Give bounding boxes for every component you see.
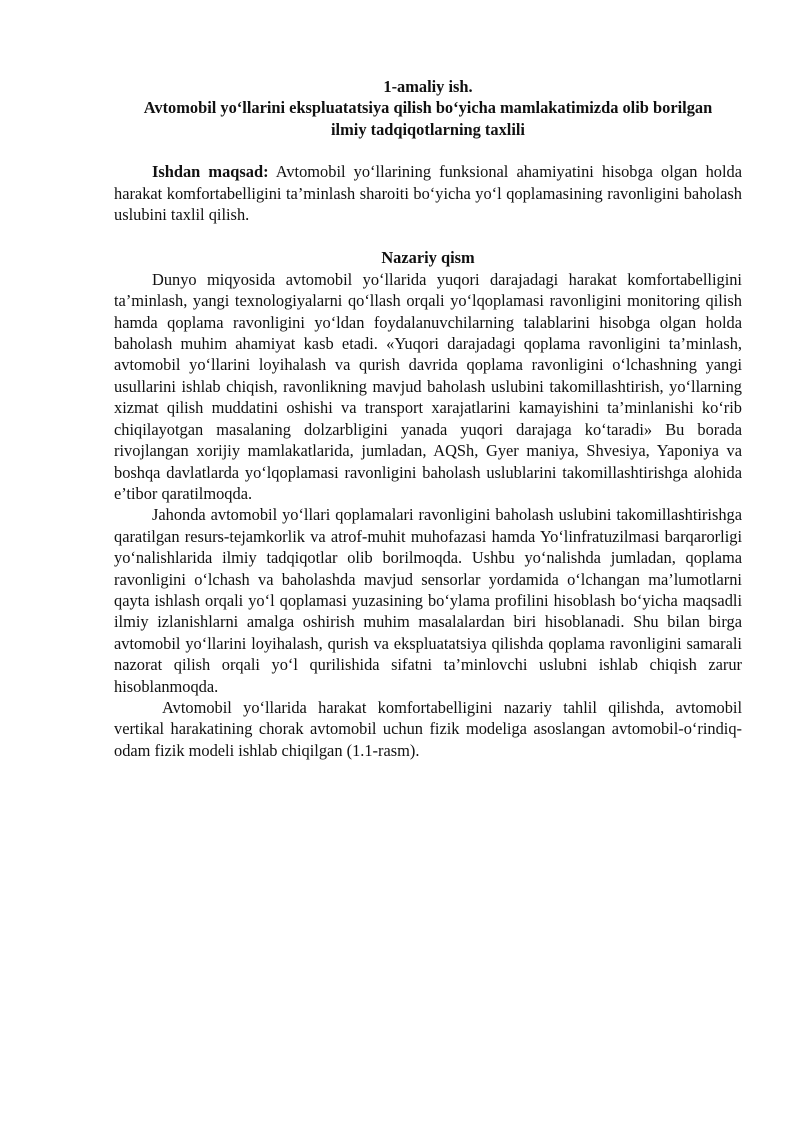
document-title-block (114, 76, 742, 140)
section-title: Nazariy qism (381, 248, 475, 268)
goal-paragraph (114, 161, 742, 225)
body-paragraph-2: Jahonda avtomobil yo‘llari qoplamalari ravonligini baholash uslubini takomillashtirishga qaratilgan resurs-tejamkorlik va atrof-muhit muhofazasi hamda Yo‘linfratuzilmasi barqarorligi yo‘nalishlarida ilmiy tadqiqotlar olib borilmoqda. Ushbu yo‘nalishda jumladan, qoplama ravonligini o‘lchash va baholashda mavjud sensorlar yordamida o‘lchangan ma’lumotlarni qayta ishlash orqali yo‘l qoplamasi yuzasining bo‘ylama profilini hisoblash bo‘yicha maqsadli ilmiy izlanishlarni amalga oshirish muhim masalalardan biri hisoblanadi. Shu bilan birga avtomobil yo‘llarini loyihalash, qurish va ekspluatatsiya qilishda qoplama ravonligini samarali nazorat qilish orqali yo‘l qurilishida sifatni ta’minlovchi uslubni ishlab chiqish zarur hisoblanmoqda. (114, 505, 742, 696)
goal-text: Avtomobil yo‘llarining funksional ahamiyatini hisobga olgan holda harakat komfortabelligini ta’minlash sharoiti bo‘yicha yo‘l qoplamasining ravonligini baholash uslubini taxlil qilish. (114, 162, 742, 225)
document-subtitle: Avtomobil yo‘llarini ekspluatatsiya qilish bo‘yicha mamlakatimizda olib borilgan ilmiy tadqiqotlarning taxlili (143, 98, 713, 139)
body-paragraph-1: Dunyo miqyosida avtomobil yo‘llarida yuqori darajadagi harakat komfortabelligini ta’minlash, yangi texnologiyalarni qo‘llash orqali yo‘lqoplamasi ravonligini monitoring qilish hamda qoplama ravonligini yo‘ldan foydalanuvchilarning talablarini hisobga olgan holda baholash muhim ahamiyat kasb etadi. «Yuqori darajadagi qoplama ravonligini ta’minlash, avtomobil yo‘llarini loyihalash va qurish davrida qoplama ravonligini o‘lchashning yangi usullarini ishlab chiqish, ravonlikning mavjud baholash uslubini takomillashtirish, yo‘llarning xizmat qilish muddatini oshishi va transport xarajatlarini kamayishini ta’minlanishi ko‘rib chiqilayotgan masalaning dolzarbligini yanada yuqori darajaga ko‘taradi» Bu borada rivojlangan xorijiy mamlakatlarida, jumladan, AQSh, Gyer maniya, Shvesiya, Yaponiya va boshqa davlatlarda yo‘lqoplamasi ravonligini baholash uslublarini takomillashtirishga alohida e’tibor qaratilmoqda. (114, 269, 742, 503)
goal-label: Ishdan maqsad: (152, 162, 269, 182)
body-paragraph-3: Avtomobil yo‘llarida harakat komfortabelligini nazariy tahlil qilishda, avtomobil vertikal harakatining chorak avtomobil uchun fizik modeliga asoslangan avtomobil-o‘rindiq-odam fizik modeli ishlab chiqilgan (1.1-rasm). (114, 697, 742, 760)
document-title: 1-amaliy ish. (383, 77, 473, 96)
document-page (114, 72, 742, 761)
